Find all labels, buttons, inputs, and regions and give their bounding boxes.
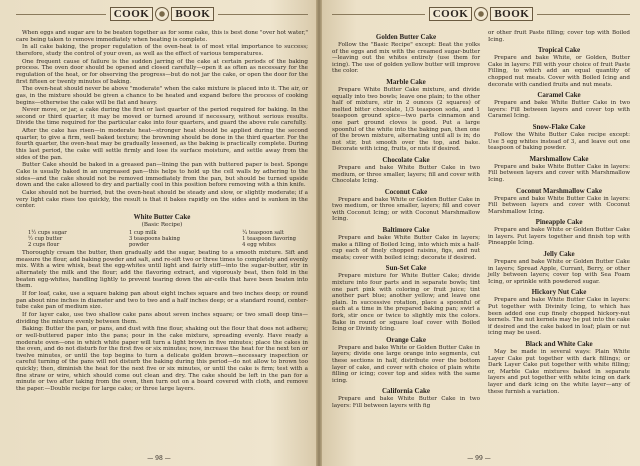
right-page (318, 0, 640, 466)
recipe-title: White Butter Cake (133, 212, 191, 221)
recipe-title: Snow-Flake Cake (532, 122, 586, 131)
recipe-text: Prepare and bake White or Golden Butter Cake in layers. Put layers together and finish top with Pineapple Icing. (488, 227, 630, 247)
recipe-text: Prepare and bake White or Golden Butter Cake in layers; Spread Apple, Currant, Berry, or other jelly between layers; cover top with Sea Foam Icing, or sprinkle with powdered sugar. (488, 259, 630, 285)
header-rule (537, 14, 630, 15)
recipe-text: Prepare and bake White, or Golden, Butter Cake in layers: Fill with your choice of fruit Paste Filling, to which add an equal quantity of chopped nut meats. Cover with Boiled Icing and decorate with candied fruits and nut meats. (488, 55, 630, 88)
recipe-title: Coconut Cake (384, 187, 428, 196)
recipe-text: Prepare and bake White or Golden Butter Cake in layers; divide one large orange into segments, cut these sections in half, distribute over the bottom layer of cake, and cover with choice of plain white filling or icing; cover top and sides with the same icing. (332, 344, 480, 384)
recipe-title: Tropical Cake (537, 46, 581, 55)
recipe-title: Golden Butter Cake (375, 33, 437, 41)
header-rule (218, 14, 308, 15)
logo-word-right: BOOK (490, 7, 533, 21)
ingredient: 3 teaspoons baking (128, 236, 180, 243)
method-paragraph: Baking: Butter the pan, or pans, and dust with fine flour, shaking out the flour that does not adhere; or well-buttered paper into the pans; pour in the cake mixture, spreading evenly. Have ready a moderate oven—one in which white paper will turn a light brown in five minutes; place the cakes in the oven, and do not disturb for the first five or six minutes; now, increase the heat for the next ten or twelve minutes, or until the top begins to turn a delicate golden brown—necessary inspection or careful turning of the pans will not disturb the baking during this period—do not allow to brown too quickly; then, diminish the heat for the next five or six minutes, or until the cake is firm; test with a fine straw or wire, which should come out clean and dry. The cake should be left in the pan for a minute or two after taking from the oven, then turn out on a board covered with cloth, and remove the paper.—Double recipe for large cake; or three large layers. (16, 326, 308, 392)
header-rule (332, 14, 425, 15)
recipe-text: Prepare and bake White Butter Cake in two layers: Fill between layers and cover top with Caramel Icing. (488, 100, 630, 120)
ingredient: 1 teaspoon flavoring (242, 236, 296, 243)
ingredient: 1½ cups sugar (28, 230, 67, 237)
page-number-right: — 99 — (467, 455, 491, 462)
recipe-text: Prepare mixture for White Butter Cake; divide mixture into four parts and in separate bowls; tint one part pink with coloring or fruit juice; tint another part blue; another yellow; and leave one plain. In successive rotation, place a spoonful of each at a time in the prepared baking pan; swirl a fork, stir once or twice to slightly mix the colors. Bake in round or square loaf cover with Boiled Icing or Divinity Icing. (332, 273, 480, 333)
recipe-text: Follow the White Butter Cake recipe except: Use 5 egg whites instead of 3, and leave out one teaspoon of baking powder. (488, 131, 630, 152)
recipe-title: Chocolate Cake (382, 155, 430, 164)
recipe-text: Prepare and bake White Butter Cake in layers: Put together with Divinity Icing, to which has been added one cup finely chopped hickory-nut kernels. The nut kernels may be put into the cake if desired and the cake baked in loaf; plain or nut icing may be used. (488, 297, 630, 337)
recipe-text: May be made in several ways: Plain White Layer Cake put together with dark fillings; or Dark Layer Cake put together with white filling; or, Marble Cake mixtures baked in separate layers and put together with white icing on dark layer and dark icing on the white layer—any of these furnish a variation. (488, 349, 630, 395)
recipe-title: Sun-Set Cake (385, 264, 427, 273)
cookbook-logo (429, 7, 534, 21)
paragraph: Never move, or jar, a cake during the first or last quarter of the period required for baking. In the second or third quarter, it may be moved or turned around if necessary, without serious results. Divide the time required for the particular cake into four quarters, and guard the above rule carefully. (16, 107, 308, 127)
method-paragraph: Thoroughly cream the butter, then gradually add the sugar, beating to a smooth mixture. Sift and measure the flour, add baking powder and salt, and re-sift two or three times to completely and evenly mix. With a wire whisk, beat the egg-whites until light and fairly stiff—into the sugar-butter, stir in alternately the milk and the flour; add the flavoring extract, and vigorously beat, then fold in the beaten egg-whites, handling lightly to prevent tearing down the air-cells that have been beaten into them. (16, 250, 308, 290)
paragraph: Butter Cake should be baked in a greased pan—lining the pan with buttered paper is best. Sponge Cake is usually baked in an ungreased pan—this helps to hold up the cell walls by adhering to the sides—and the cake should not be removed immediately from the pan, but should be turned upside down and the cake allowed to dry and partially cool in this position before removing with a thin knife. (16, 162, 308, 189)
recipe-title: Pineapple Cake (535, 218, 583, 227)
recipe-text: Prepare and bake White Butter Cake in layers: Fill between layers and cover with Coconut Marshmallow Icing. (488, 195, 630, 215)
ingredient: ½ cup butter (28, 236, 63, 243)
method-paragraph: If for layer cake, use two shallow cake pans about seven inches square; or two small deep tins—dividing the mixture evenly between them. (16, 311, 308, 325)
recipe-text: Prepare and bake White Butter Cake in layers; make a filling of Boiled Icing, into which mix a half-cup each of finely chopped raisins, figs, and nut meats; cover with boiled icing; decorate if desired. (332, 235, 480, 261)
column-a (332, 30, 480, 411)
right-page-body (332, 30, 630, 411)
page-number-left: — 98 — (147, 455, 171, 462)
ingredient: 2 cups flour (28, 242, 60, 249)
paragraph: The oven-heat should never be above "moderate" when the cake mixture is placed into it. The air, or gas, in the mixture should be given a chance to be heated and expand before the process of cooking begins—otherwise the cake will be flat and heavy. (16, 86, 308, 106)
recipe-title: California Cake (381, 387, 431, 396)
ingredient: ¼ teaspoon salt (242, 230, 284, 237)
recipe-title: Hickory Nut Cake (531, 288, 587, 297)
emblem-icon (474, 7, 488, 21)
recipe-text: Prepare and bake White Butter Cake in two layers: Fill between layers with fig (332, 396, 480, 409)
recipe-text: Follow the "Basic Recipe" except: Beat the yolks of the eggs and mix with the creamed sugar-butter—leaving out the whites entirely (use them for icing). The use of golden yellow butter will improve the color. (332, 42, 480, 75)
column-b (488, 30, 630, 411)
recipe-text: Prepare and bake White Butter Cake in two medium, or three smaller, layers; fill and cover with Chocolate Icing. (332, 164, 480, 185)
right-page-header (332, 6, 630, 22)
paragraph: One frequent cause of failure is the sudden jarring of the cake at certain periods of the baking process. The oven door should be opened and closed carefully—open it as often as necessary for the regulation of the heat, or for observing the progress—but do not jar the cake, or open the door for the first fifteen or twenty minutes of baking. (16, 58, 308, 85)
recipe-title: Marble Cake (386, 77, 426, 86)
ingredient-list (28, 230, 296, 248)
cookbook-logo (110, 7, 215, 21)
book-gutter (316, 0, 322, 466)
recipe-title: Caramel Cake (537, 91, 581, 100)
left-page-body (16, 30, 308, 392)
recipe-subtitle: (Basic Recipe) (141, 221, 183, 228)
emblem-icon (155, 7, 169, 21)
paragraph: After the cake has risen—in moderate heat—stronger heat should be applied during the second quarter, to give a firm, well baked texture; the browning should be done in the third quarter. For the fourth quarter, the oven-heat may be gradually lessened, as the baking is practically complete. During this last period, the cake will settle firmly and lose its surface moisture, and settle away from the sides of the pan. (16, 128, 308, 161)
left-page (0, 0, 318, 466)
paragraph: When eggs and sugar are to be beaten together as for some cake, this is best done "over hot water," care being taken to remove immediately when heating is complete. (16, 30, 308, 43)
method-paragraph: If for loaf, cake, use a square baking pan about eight inches square and two inches deep; or round pan about nine inches in diameter and two to two and a half inches deep; or a standard round, center-tube cake pan of medium size. (16, 291, 308, 311)
recipe-title: Orange Cake (386, 335, 426, 344)
recipe-title: Black and White Cake (525, 340, 593, 348)
ingredient: 1 cup milk (128, 230, 157, 237)
ingredient-column (129, 230, 180, 248)
ingredient-column (242, 230, 296, 248)
left-page-header (16, 6, 308, 22)
paragraph: Cake should not be hurried, but the oven-heat should be steady and slow, or slightly moderate; if a very light cake rises too quickly, the result is that it bakes rapidly on the sides and is sunken in the center. (16, 189, 308, 210)
ingredient: powder (128, 242, 149, 249)
recipe-title: Marshmallow Cake (529, 154, 589, 163)
ingredient: 4 egg whites (242, 242, 276, 249)
paragraph: In all cake baking, the proper regulation of the oven-heat is of most vital importance to success; therefore, study the control of your oven, as well as the effect of various temperatures. (16, 44, 308, 57)
ingredient-column (28, 230, 67, 248)
logo-word-left: COOK (110, 7, 154, 21)
recipe-text: Prepare and bake White Butter Cake in layers: Fill between layers and cover with Marshmallow Icing. (488, 163, 630, 183)
recipe-text: or other fruit Paste filling; cover top with Boiled Icing. (488, 30, 630, 43)
recipe-text: Prepare and bake White or Golden Butter Cake in two medium, or three smaller, layers; fill and cover with Coconut Icing; or with Coconut Marshmallow Icing. (332, 196, 480, 223)
header-rule (16, 14, 106, 15)
recipe-title: Jelly Cake (543, 250, 575, 259)
recipe-title: Coconut Marshmallow Cake (516, 186, 602, 195)
logo-word-right: BOOK (171, 7, 214, 21)
logo-word-left: COOK (429, 7, 473, 21)
recipe-title: Baltimore Cake (382, 226, 430, 235)
recipe-text: Prepare White Butter Cake mixture, and divide equally into two bowls; leave one plain; to the other half of mixture, stir in 2 ounces (2 squares) of melted bitter chocolate, 1/3 teaspoon soda, and 1 teaspoon ground spice—two parts cinnamon and one part ground cloves is good. Put a large spoonful of the white into the baking pan, then one of the brown mixture, alternating until all is in; do not stir, but smooth over the top, and bake. Decorate with icing, fruits, or nuts if desired. (332, 86, 480, 153)
